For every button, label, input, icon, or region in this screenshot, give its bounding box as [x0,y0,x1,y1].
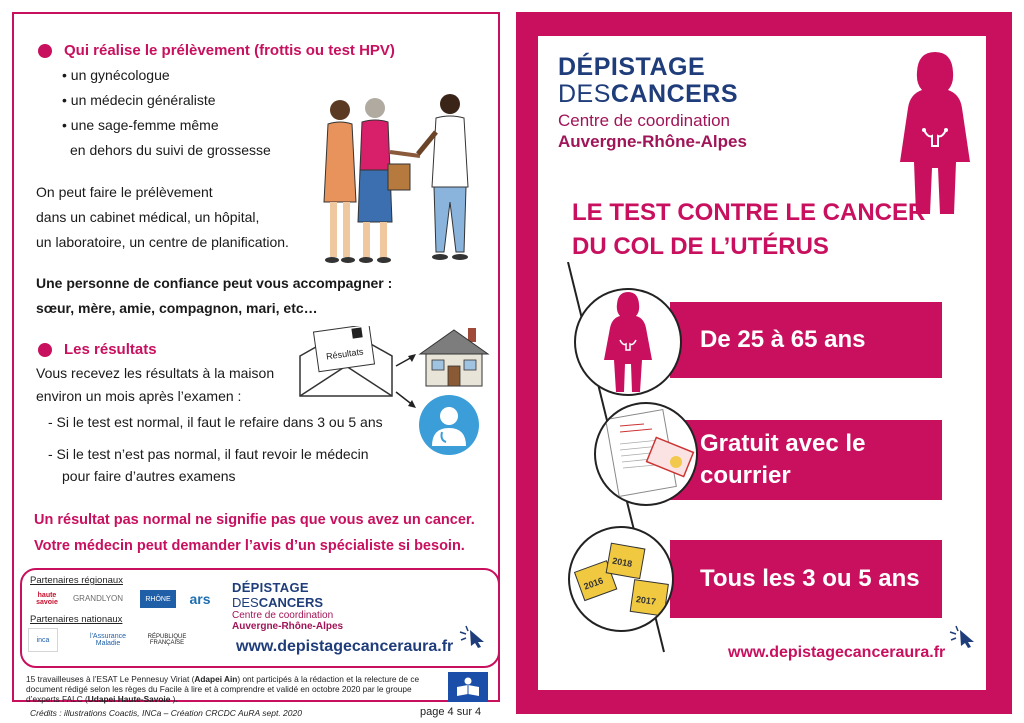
brand-logo-large [558,54,747,152]
main-title [572,196,925,264]
main-title-line1: LE TEST CONTRE LE CANCER [572,199,926,226]
logo-haute-savoie: haute savoie [36,592,58,606]
woman-small-icon [576,290,680,394]
results-case-abnormal: - Si le test n’est pas normal, il faut revoir le médecin [48,446,369,462]
credits-bold: Adapei Ain [194,674,238,684]
woman-silhouette-icon [896,50,974,218]
page-number: page 4 sur 4 [420,706,482,718]
calendar-year-c: 2017 [635,594,657,607]
results-line-2: environ un mois après l’examen : [36,388,242,404]
info-free-with-letter [670,420,942,500]
warning-line-1: Un résultat pas normal ne signifie pas que vous avez un cancer. [34,512,475,528]
place-line-2: dans un cabinet médical, un hôpital, [36,209,260,225]
logo-grandlyon: GRANDLYON [72,594,124,603]
brand-large-line3: Centre de coordination [558,111,731,130]
credits-part: ) ont participés à la rédaction et la relecture de ce document rédigé selon les règes du Facile à lire et à comprendre et validé en octobre 2020 par le groupe d’experts FALC ( [26,674,420,704]
brand-large-des: DES [558,80,611,108]
results-case-normal: - Si le test est normal, il faut le refaire dans 3 ou 5 ans [48,414,383,430]
website-link-large[interactable]: www.depistagecanceraura.fr [728,644,946,661]
results-line-1: Vous recevez les résultats à la maison [36,365,275,381]
info-free-line1: Gratuit avec le [700,430,866,457]
calendar-pages-icon [570,528,672,630]
info-frequency: Tous les 3 ou 5 ans [670,540,942,618]
regional-partners-label: Partenaires régionaux [30,575,123,586]
arrow-icon [394,352,418,412]
brand-small-line1: DÉPISTAGE [232,580,309,595]
logo-inca: inca [28,628,58,652]
easy-read-icon [454,676,482,698]
trusted-person-line-1: Une personne de confiance peut vous accompagner : [36,275,393,291]
envelope-label: Résultats [325,346,365,362]
main-title-line2: DU COL DE L’UTÉRUS [572,233,829,260]
calendar-year-b: 2018 [611,555,633,569]
brand-large-line4: Auvergne-Rhône-Alpes [558,132,747,151]
credits-bold: Udapei Haute-Savoie [87,694,171,704]
circle-woman-illustration [574,288,682,396]
section-bullet [38,343,52,357]
doctor-avatar-icon [418,394,480,456]
logo-rhone: RHÔNE [140,590,176,608]
credits-paragraph [26,674,436,704]
brand-small-line4: Auvergne-Rhône-Alpes [232,621,344,632]
footer-credit: Crédits : illustrations Coactis, INCa – Création CRCDC AuRA sept. 2020 [30,708,302,718]
brand-logo-small [232,580,343,632]
calendar-year-a: 2016 [582,575,605,592]
who-item-midwife-cont: en dehors du suivi de grossesse [70,142,271,158]
credits-part: ). [170,694,178,704]
section-title-results: Les résultats [64,341,157,358]
who-item-gp: • un médecin généraliste [62,92,216,108]
logo-assurance-maladie: l'Assurance Maladie [90,633,126,647]
section-title-who: Qui réalise le prélèvement (frottis ou test HPV) [64,42,395,59]
who-item-midwife: • une sage-femme même [62,117,219,133]
brand-small-line3: Centre de coordination [232,610,334,621]
brand-large-line1: DÉPISTAGE [558,53,706,81]
info-free-line2: courrier [700,462,791,489]
falc-logo [448,672,488,702]
brand-large-cancers: CANCERS [610,80,739,108]
people-handshake-illustration [310,92,490,272]
circle-letter-illustration [594,402,698,506]
logo-ars: ars [189,591,211,607]
who-item-gynecologist: • un gynécologue [62,67,170,83]
brand-small-line2 [232,595,343,610]
results-case-abnormal-cont: pour faire d’autres examens [62,468,236,484]
circle-calendar-illustration [568,526,674,632]
credits-part: 15 travailleuses à l’ESAT Le Pennesuy Viriat ( [26,674,195,684]
national-partners-label: Partenaires nationaux [30,614,123,625]
place-line-1: On peut faire le prélèvement [36,184,213,200]
cursor-click-icon [946,622,976,648]
section-bullet [38,44,52,58]
warning-line-2: Votre médecin peut demander l’avis d’un spécialiste si besoin. [34,538,465,554]
cursor-click-icon [456,622,486,648]
brand-large-line2 [558,81,747,108]
logo-republique-francaise: RÉPUBLIQUE FRANÇAISE [147,634,187,646]
letter-icon [596,404,696,504]
brand-small-des: DES [232,595,259,610]
envelope-illustration [296,326,396,400]
brand-small-cancers: CANCERS [258,595,324,610]
info-age-range: De 25 à 65 ans [670,302,942,378]
place-line-3: un laboratoire, un centre de planification. [36,234,289,250]
trusted-person-line-2: sœur, mère, amie, compagnon, mari, etc… [36,300,318,316]
house-icon [416,326,492,388]
website-link-small[interactable]: www.depistagecanceraura.fr [236,638,454,655]
